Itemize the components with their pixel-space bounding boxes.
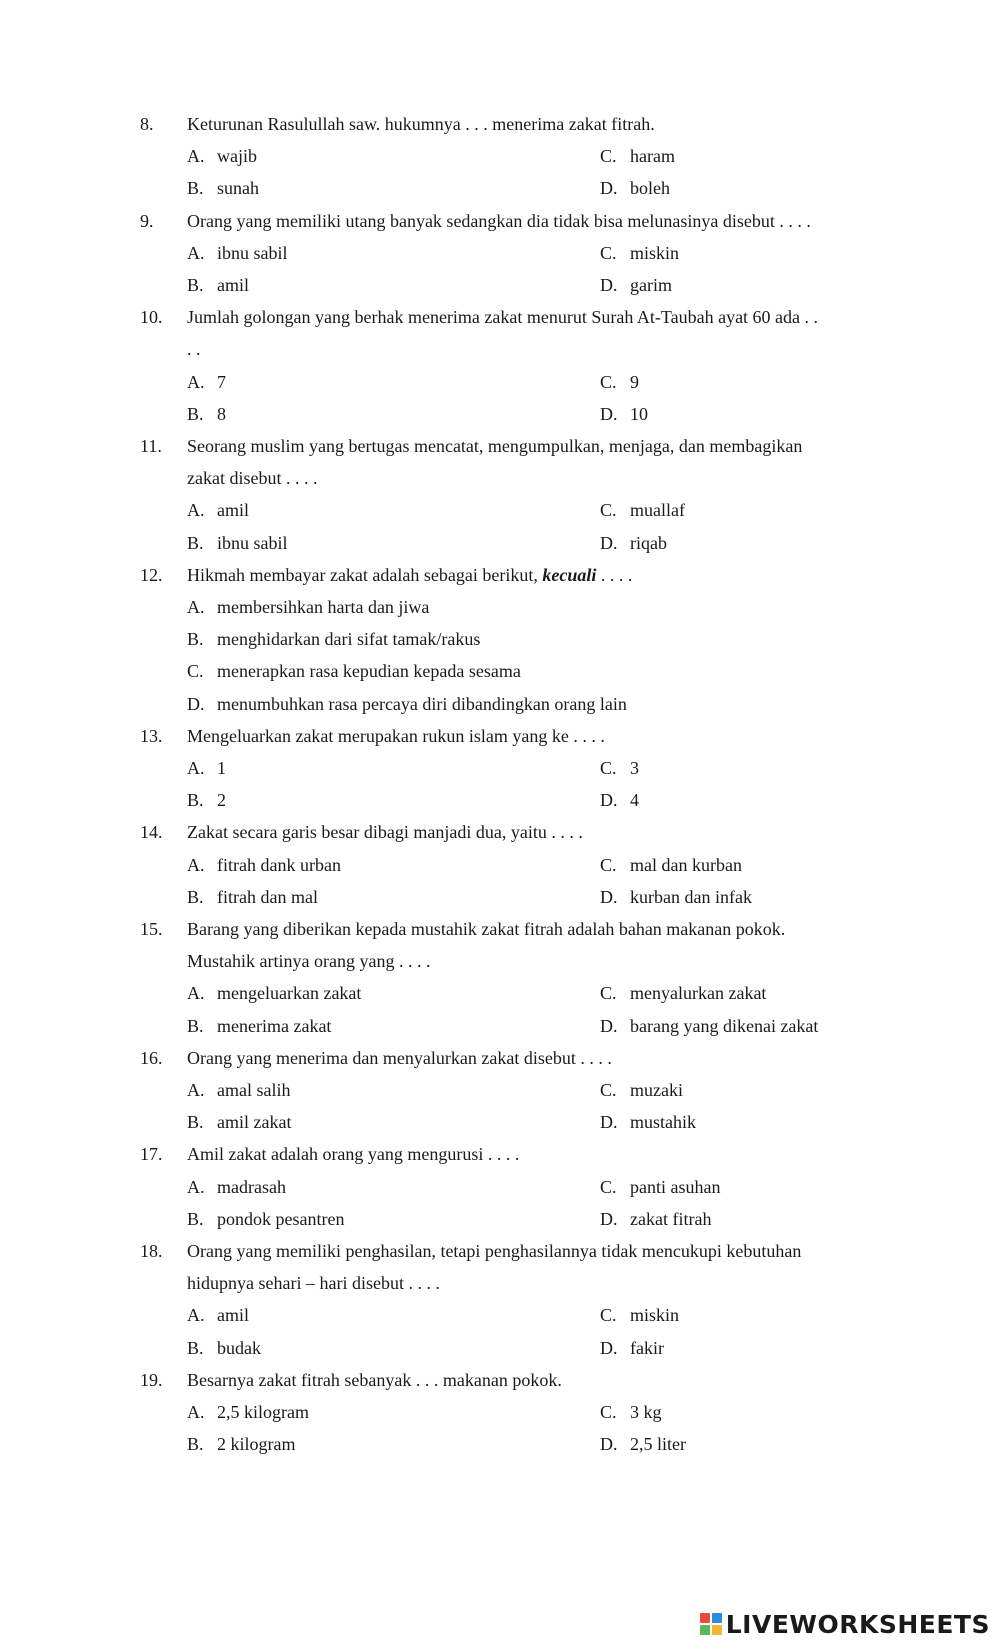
question-text-segment: zakat disebut . . . . [187, 468, 318, 489]
option-text: amil zakat [217, 1112, 292, 1133]
option-text: menumbuhkan rasa percaya diri dibandingkan orang lain [217, 693, 627, 714]
option-text: amil [217, 275, 249, 295]
question-text [187, 432, 887, 460]
question-number: 16. [140, 1047, 163, 1068]
question-text [187, 110, 887, 138]
option-text: 2 [217, 790, 226, 811]
question-text [187, 915, 887, 943]
option-text: ibnu sabil [217, 242, 288, 263]
answer-option-a[interactable] [187, 593, 429, 621]
question-text-segment: Orang yang menerima dan menyalurkan zakat disebut . . . . [187, 1047, 612, 1068]
answer-option-b[interactable] [187, 786, 226, 814]
question-number: 15. [140, 919, 163, 939]
option-letter: D. [600, 1015, 618, 1036]
option-text: membersihkan harta dan jiwa [217, 597, 430, 617]
option-letter: D. [600, 886, 618, 907]
option-letter: A. [187, 371, 205, 392]
option-letter: A. [187, 983, 205, 1004]
answer-option-c[interactable] [600, 754, 639, 782]
answer-option-a[interactable] [187, 851, 341, 879]
option-letter: A. [187, 146, 205, 167]
option-text: pondok pesantren [217, 1208, 345, 1229]
option-letter: B. [187, 403, 204, 424]
option-text: muallaf [630, 500, 685, 521]
answer-option-d[interactable] [187, 690, 627, 718]
answer-option-d[interactable] [600, 271, 672, 299]
option-text: barang yang dikenai zakat [630, 1015, 819, 1036]
option-letter: B. [187, 886, 204, 907]
question-text [187, 1366, 887, 1394]
answer-option-a[interactable] [187, 496, 249, 524]
option-text: 3 kg [630, 1402, 662, 1422]
answer-option-d[interactable] [600, 883, 752, 911]
option-text: 7 [217, 371, 226, 392]
question-text-segment: . . [187, 339, 201, 360]
answer-option-c[interactable] [600, 1173, 720, 1201]
option-text: 4 [630, 790, 639, 811]
option-letter: C. [600, 758, 617, 778]
answer-option-b[interactable] [187, 529, 288, 557]
option-letter: B. [187, 1434, 204, 1455]
logo-block [700, 1613, 710, 1623]
question-text [187, 207, 887, 235]
option-text: mengeluarkan zakat [217, 983, 362, 1004]
question-text [187, 1269, 887, 1297]
option-letter: A. [187, 1402, 205, 1422]
answer-option-c[interactable] [600, 368, 639, 396]
answer-option-d[interactable] [600, 400, 648, 428]
option-text: mustahik [630, 1112, 696, 1133]
answer-option-b[interactable] [187, 1205, 344, 1233]
option-letter: C. [187, 661, 204, 682]
option-letter: C. [600, 1402, 617, 1422]
answer-option-d[interactable] [600, 1430, 686, 1458]
option-text: menerima zakat [217, 1015, 332, 1036]
question-number: 11. [140, 436, 162, 456]
question-text [187, 722, 887, 750]
question-emphasis: kecuali [542, 564, 597, 585]
option-letter: C. [600, 1176, 617, 1197]
option-letter: A. [187, 1080, 205, 1100]
answer-option-b[interactable] [187, 1012, 331, 1040]
answer-option-d[interactable] [600, 174, 670, 202]
option-text: panti asuhan [630, 1176, 721, 1197]
answer-option-d[interactable] [600, 786, 639, 814]
option-letter: D. [600, 1112, 618, 1133]
option-letter: A. [187, 1176, 205, 1197]
logo-block [712, 1613, 722, 1623]
option-letter: A. [187, 500, 205, 521]
option-text: madrasah [217, 1176, 286, 1197]
answer-option-b[interactable] [187, 883, 318, 911]
option-letter: D. [600, 1434, 618, 1455]
question-text-segment: hidupnya sehari – hari disebut . . . . [187, 1273, 440, 1294]
answer-option-a[interactable] [187, 1301, 249, 1329]
question-text-segment: Barang yang diberikan kepada mustahik zakat fitrah adalah bahan makanan pokok. [187, 919, 786, 939]
question-number: 8. [140, 114, 154, 134]
answer-option-b[interactable] [187, 625, 480, 653]
question-text-segment: Mustahik artinya orang yang . . . . [187, 951, 431, 972]
question-text-segment: Amil zakat adalah orang yang mengurusi . . . . [187, 1144, 520, 1165]
option-text: menyalurkan zakat [630, 983, 767, 1004]
liveworksheets-wordmark: LIVEWORKSHEETS [725, 1609, 990, 1639]
option-letter: C. [600, 983, 617, 1004]
question-text-segment: Keturunan Rasulullah saw. hukumnya . . . menerima zakat fitrah. [187, 114, 655, 134]
option-letter: C. [600, 1080, 617, 1100]
question-text [187, 335, 887, 363]
answer-option-c[interactable] [600, 851, 742, 879]
option-letter: D. [600, 178, 618, 199]
answer-option-b[interactable] [187, 1430, 296, 1458]
answer-option-d[interactable] [600, 1205, 711, 1233]
option-text: miskin [630, 1305, 680, 1326]
answer-option-b[interactable] [187, 400, 226, 428]
question-number: 19. [140, 1369, 163, 1390]
option-text: 2,5 kilogram [217, 1402, 309, 1422]
answer-option-c[interactable] [600, 1076, 683, 1104]
option-letter: B. [187, 629, 204, 650]
answer-option-b[interactable] [187, 174, 259, 202]
answer-option-c[interactable] [600, 239, 679, 267]
option-text: menghidarkan dari sifat tamak/rakus [217, 629, 481, 650]
answer-option-a[interactable] [187, 754, 226, 782]
question-text-segment: Mengeluarkan zakat merupakan rukun islam yang ke . . . . [187, 725, 605, 746]
answer-option-a[interactable] [187, 368, 226, 396]
option-letter: D. [600, 532, 618, 553]
option-letter: C. [600, 242, 617, 263]
question-number: 13. [140, 725, 163, 746]
option-text: amil [217, 1305, 249, 1326]
option-letter: D. [600, 1337, 618, 1358]
option-text: 10 [630, 403, 648, 424]
option-text: wajib [217, 146, 257, 167]
option-text: 2 kilogram [217, 1434, 296, 1455]
question-text [187, 947, 887, 975]
option-letter: D. [187, 693, 205, 714]
option-letter: A. [187, 1305, 205, 1326]
question-text-tail: . . . . [596, 564, 633, 585]
liveworksheets-blocks-icon [700, 1613, 722, 1635]
logo-block [712, 1625, 722, 1635]
option-letter: B. [187, 790, 204, 811]
answer-option-b[interactable] [187, 1334, 261, 1362]
question-number: 18. [140, 1241, 163, 1261]
option-letter: C. [600, 500, 617, 521]
option-text: menerapkan rasa kepudian kepada sesama [217, 661, 521, 682]
answer-option-d[interactable] [600, 529, 667, 557]
option-text: zakat fitrah [630, 1208, 712, 1229]
answer-option-c[interactable] [600, 1398, 662, 1426]
question-text-segment: Zakat secara garis besar dibagi manjadi dua, yaitu . . . . [187, 822, 583, 843]
option-letter: A. [187, 597, 205, 617]
answer-option-a[interactable] [187, 142, 257, 170]
answer-option-d[interactable] [600, 1012, 818, 1040]
option-letter: B. [187, 1337, 204, 1358]
option-letter: B. [187, 532, 204, 553]
answer-option-a[interactable] [187, 979, 361, 1007]
option-letter: A. [187, 854, 205, 875]
option-text: kurban dan infak [630, 886, 752, 907]
option-text: riqab [630, 532, 667, 553]
question-text [187, 1237, 887, 1265]
option-letter: B. [187, 178, 204, 199]
option-text: fakir [630, 1337, 664, 1358]
question-text-segment: Besarnya zakat fitrah sebanyak . . . makanan pokok. [187, 1369, 562, 1390]
option-letter: B. [187, 1015, 204, 1036]
option-letter: B. [187, 1112, 204, 1133]
option-letter: D. [600, 403, 618, 424]
answer-option-a[interactable] [187, 1398, 309, 1426]
option-text: amil [217, 500, 249, 521]
option-text: 1 [217, 758, 226, 778]
option-text: ibnu sabil [217, 532, 288, 553]
question-text [187, 464, 887, 492]
answer-option-a[interactable] [187, 1076, 290, 1104]
question-text-segment: Orang yang memiliki utang banyak sedangkan dia tidak bisa melunasinya disebut . . . . [187, 210, 811, 231]
option-text: mal dan kurban [630, 854, 742, 875]
question-text-segment: Orang yang memiliki penghasilan, tetapi penghasilannya tidak mencukupi kebutuhan [187, 1241, 802, 1261]
option-letter: C. [600, 146, 617, 167]
liveworksheets-logo [700, 1609, 990, 1639]
option-text: sunah [217, 178, 259, 199]
question-text [187, 818, 887, 846]
answer-option-c[interactable] [600, 142, 675, 170]
question-text [187, 303, 887, 331]
answer-option-d[interactable] [600, 1108, 696, 1136]
logo-block [700, 1625, 710, 1635]
option-letter: D. [600, 790, 618, 811]
option-text: amal salih [217, 1080, 291, 1100]
option-text: budak [217, 1337, 261, 1358]
option-letter: C. [600, 854, 617, 875]
answer-option-b[interactable] [187, 1108, 291, 1136]
option-letter: D. [600, 275, 618, 295]
answer-option-b[interactable] [187, 271, 249, 299]
question-number: 10. [140, 307, 163, 328]
question-number: 17. [140, 1144, 163, 1165]
option-letter: C. [600, 371, 617, 392]
option-text: fitrah dan mal [217, 886, 318, 907]
question-text [187, 1044, 887, 1072]
answer-option-a[interactable] [187, 1173, 286, 1201]
option-text: boleh [630, 178, 670, 199]
question-number: 14. [140, 822, 163, 843]
option-text: fitrah dank urban [217, 854, 341, 875]
answer-option-d[interactable] [600, 1334, 664, 1362]
question-number: 9. [140, 210, 154, 231]
option-text: garim [630, 275, 672, 295]
option-letter: B. [187, 275, 204, 295]
option-letter: A. [187, 242, 205, 263]
option-text: 2,5 liter [630, 1434, 686, 1455]
option-letter: B. [187, 1208, 204, 1229]
option-text: miskin [630, 242, 680, 263]
answer-option-c[interactable] [187, 657, 521, 685]
question-text-segment: Hikmah membayar zakat adalah sebagai berikut, [187, 564, 538, 585]
answer-option-a[interactable] [187, 239, 288, 267]
question-text-segment: Seorang muslim yang bertugas mencatat, mengumpulkan, menjaga, dan membagikan [187, 436, 803, 456]
answer-option-c[interactable] [600, 979, 766, 1007]
option-text: 9 [630, 371, 639, 392]
answer-option-c[interactable] [600, 1301, 679, 1329]
option-letter: C. [600, 1305, 617, 1326]
answer-option-c[interactable] [600, 496, 685, 524]
option-letter: A. [187, 758, 205, 778]
question-number: 12. [140, 564, 163, 585]
question-text [187, 561, 887, 589]
option-letter: D. [600, 1208, 618, 1229]
option-text: 3 [630, 758, 639, 778]
option-text: 8 [217, 403, 226, 424]
question-text-segment: Jumlah golongan yang berhak menerima zakat menurut Surah At-Taubah ayat 60 ada . . [187, 307, 819, 328]
option-text: muzaki [630, 1080, 683, 1100]
question-text [187, 1140, 887, 1168]
option-text: haram [630, 146, 675, 167]
